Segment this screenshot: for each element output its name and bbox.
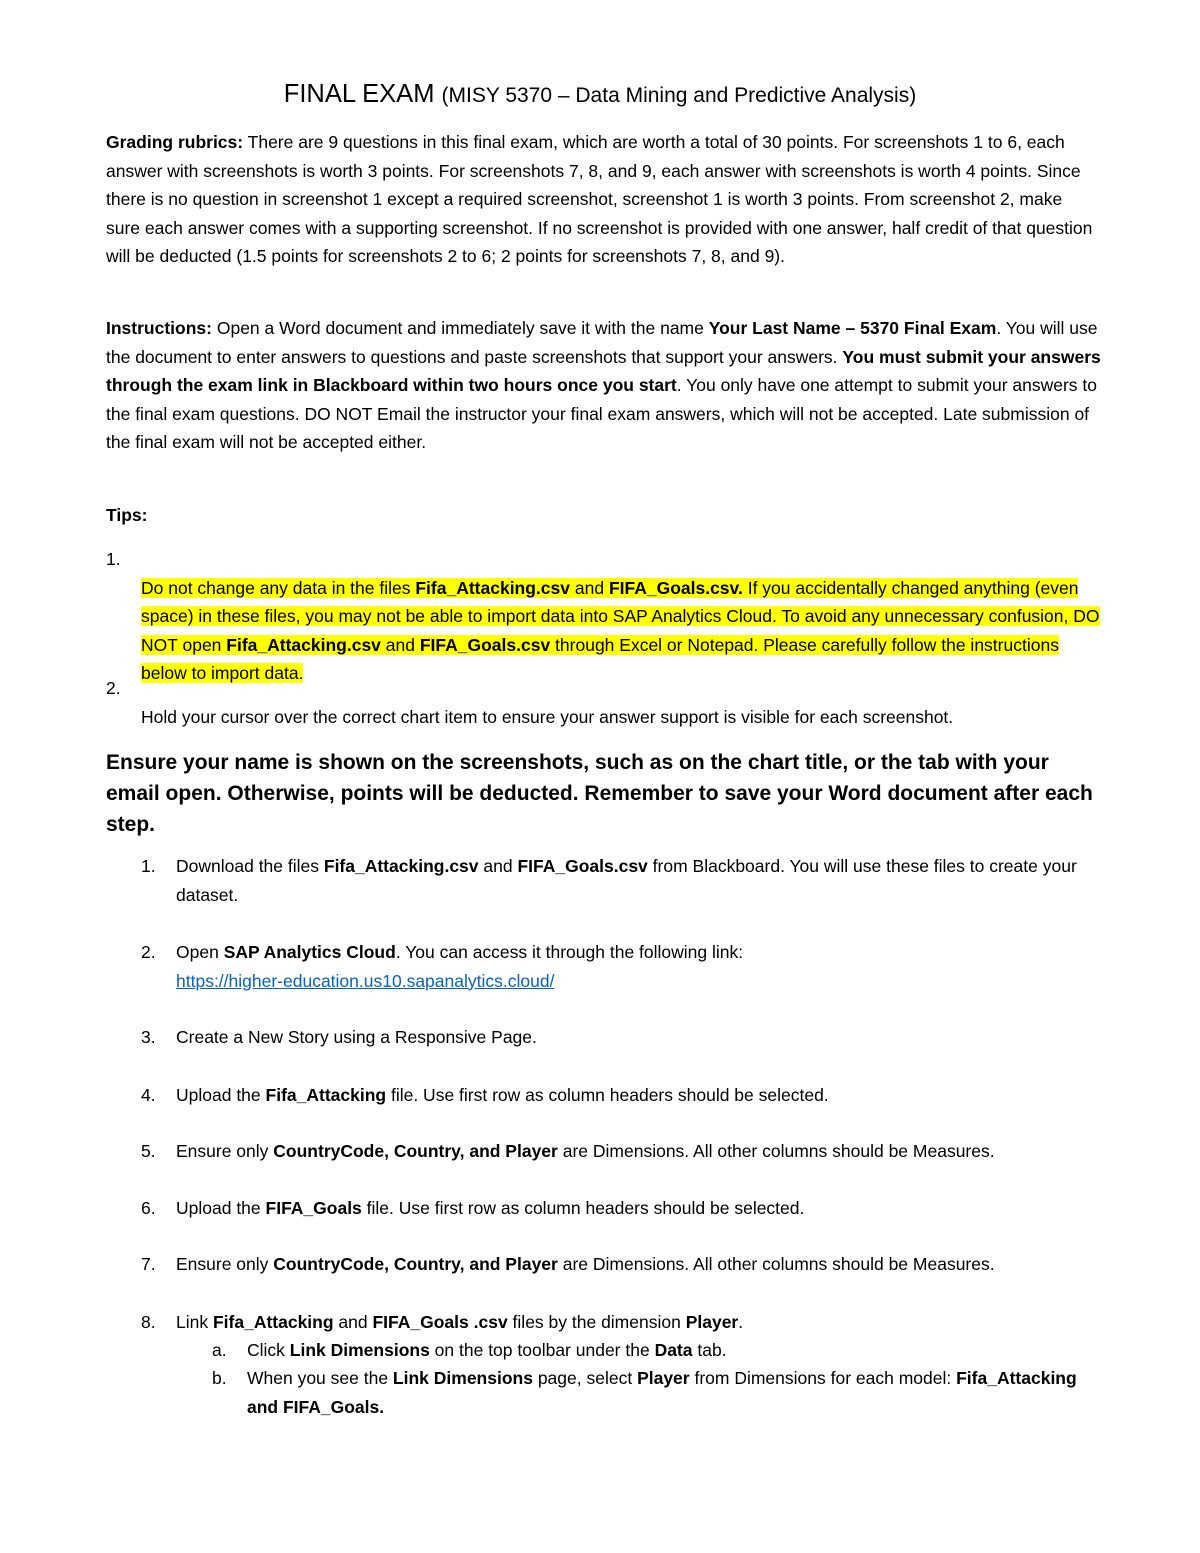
page-title [0, 78, 1200, 112]
step6-file: FIFA_Goals [265, 1198, 362, 1218]
step-item-2 [141, 938, 1101, 995]
substep-a-button: Link Dimensions [289, 1340, 430, 1360]
step-text [176, 1194, 1101, 1223]
substep-a-text-1: Click [247, 1340, 290, 1360]
substep-text [247, 1364, 1101, 1421]
step-item-1 [141, 852, 1101, 909]
step1-text-1: Download the files [176, 856, 324, 876]
step-item-6 [141, 1194, 1101, 1223]
step7-dimensions: CountryCode, Country, and Player [273, 1254, 558, 1274]
instructions-label: Instructions: [106, 318, 212, 338]
tip1-file-1: Fifa_Attacking.csv [415, 577, 570, 598]
substep-b-models: Fifa_Attacking and FIFA_Goals. [247, 1368, 1077, 1417]
tip1-file-2: FIFA_Goals.csv. [608, 577, 743, 598]
step7-text-1: Ensure only [176, 1254, 274, 1274]
step-number: 4. [141, 1085, 156, 1105]
step8-text-4: . [738, 1312, 744, 1332]
step-item-8 [141, 1308, 1101, 1337]
step5-text-2: are Dimensions. All other columns should be Measures. [557, 1141, 995, 1161]
tip1-text-1: Do not change any data in the files [141, 577, 416, 598]
substep-b-text-2: page, select [532, 1368, 638, 1388]
grading-rubrics-paragraph [106, 128, 1101, 271]
substep-b-page: Link Dimensions [392, 1368, 533, 1388]
substep-a-text-3: tab. [692, 1340, 727, 1360]
step4-text-2: file. Use first row as column headers should be selected. [386, 1085, 829, 1105]
step8-text-2: and [333, 1312, 373, 1332]
step-text [176, 1250, 1101, 1279]
title-subtitle: (MISY 5370 – Data Mining and Predictive Analysis) [441, 84, 917, 107]
step-item-3 [141, 1023, 1101, 1052]
step-text [176, 852, 1101, 909]
step-number: 2. [141, 942, 156, 962]
sap-analytics-cloud-link[interactable]: https://higher-education.us10.sapanalytics.cloud/ [176, 970, 555, 991]
step7-text-2: are Dimensions. All other columns should be Measures. [557, 1254, 995, 1274]
tip-item-2 [106, 674, 1101, 731]
instructions-filename: Your Last Name – 5370 Final Exam [708, 318, 997, 338]
step2-text-2: . You can access it through the following link: [395, 942, 744, 962]
step-text [176, 938, 1101, 995]
step-item-5 [141, 1137, 1101, 1166]
step-text [176, 1137, 1101, 1166]
step2-app-name: SAP Analytics Cloud [223, 942, 396, 962]
instructions-deadline: You must submit your answers through the exam link in Blackboard within two hours once you start [106, 346, 1101, 395]
tip-number: 2. [106, 678, 121, 698]
substep-a-tab: Data [654, 1340, 693, 1360]
step-item-7 [141, 1250, 1101, 1279]
instructions-text-3: . You only have one attempt to submit your answers to the final exam questions. DO NOT Email the instructor your final exam answers, which will not be accepted. Late submission of the final exam will not be accepted either. [106, 375, 1098, 452]
step4-text-1: Upload the [176, 1085, 266, 1105]
tip1-text-3: If you accidentally changed anything (even space) in these files, you may not be able to import data into SAP Analytics Cloud. To avoid any unnecessary confusion, DO NOT open [141, 577, 1100, 655]
step1-file-2: FIFA_Goals.csv [517, 856, 648, 876]
instructions-text-1: Open a Word document and immediately save it with the name [211, 318, 709, 338]
tip-text [141, 574, 1101, 688]
step8-dimension: Player [685, 1312, 739, 1332]
step-number: 8. [141, 1312, 156, 1332]
instructions-text-2: . You will use the document to enter answers to questions and paste screenshots that support your answers. [106, 318, 1098, 367]
tip-item-1 [106, 545, 1101, 688]
step8-text-1: Link [176, 1312, 213, 1332]
step8-file-1: Fifa_Attacking [212, 1312, 334, 1332]
tips-heading [106, 501, 1101, 530]
step-text [176, 1308, 1101, 1337]
step4-file: Fifa_Attacking [265, 1085, 387, 1105]
substep-text [247, 1336, 1101, 1365]
step6-text-2: file. Use first row as column headers should be selected. [361, 1198, 805, 1218]
substep-item-a [212, 1336, 1101, 1365]
step-number: 3. [141, 1027, 156, 1047]
substep-letter: b. [212, 1368, 227, 1388]
instructions-paragraph [106, 314, 1101, 457]
grading-rubrics-text: There are 9 questions in this final exam, which are worth a total of 30 points. For screenshots 1 to 6, each answer with screenshots is worth 3 points. For screenshots 7, 8, and 9, each answer with screenshots is worth 4 points. Since there is no question in screenshot 1 except a required screenshot, screenshot 1 is worth 3 points. From screenshot 2, make sure each answer comes with a supporting screenshot. If no screenshot is provided with one answer, half credit of that question will be deducted (1.5 points for screenshots 2 to 6; 2 points for screenshots 7, 8, and 9). [106, 132, 1093, 266]
grading-rubrics-label: Grading rubrics: [106, 132, 244, 152]
step5-text-1: Ensure only [176, 1141, 274, 1161]
tips-label: Tips: [106, 505, 148, 525]
step8-text-3: files by the dimension [507, 1312, 686, 1332]
step-number: 6. [141, 1198, 156, 1218]
substep-item-b [212, 1364, 1101, 1421]
step1-text-3: from Blackboard. You will use these files to create your dataset. [176, 856, 1077, 905]
screenshot-name-notice: Ensure your name is shown on the screenshots, such as on the chart title, or the tab with your email open. Otherwise, points will be deducted. Remember to save your Word document after each step. [106, 751, 1093, 836]
substep-b-text-3: from Dimensions for each model: [689, 1368, 957, 1388]
tip-number: 1. [106, 549, 121, 569]
step1-text-2: and [478, 856, 518, 876]
step8-file-2: FIFA_Goals .csv [372, 1312, 508, 1332]
title-main: FINAL EXAM [283, 80, 435, 108]
substep-b-dimension: Player [637, 1368, 690, 1388]
step5-dimensions: CountryCode, Country, and Player [273, 1141, 558, 1161]
tip-text: Hold your cursor over the correct chart item to ensure your answer support is visible for each screenshot. [141, 706, 954, 727]
step-number: 1. [141, 856, 156, 876]
step6-text-1: Upload the [176, 1198, 266, 1218]
substep-a-text-2: on the top toolbar under the [429, 1340, 655, 1360]
tip1-text-2: and [570, 577, 609, 598]
substep-b-text-1: When you see the [247, 1368, 393, 1388]
tip1-file-4: FIFA_Goals.csv [419, 634, 551, 655]
step-number: 5. [141, 1141, 156, 1161]
step-item-4 [141, 1081, 1101, 1110]
step-text [176, 1081, 1101, 1110]
step-text: Create a New Story using a Responsive Page. [176, 1027, 537, 1047]
tip1-text-5: through Excel or Notepad. Please carefully follow the instructions below to import data. [141, 634, 1059, 683]
tip1-text-4: and [380, 634, 420, 655]
substep-letter: a. [212, 1340, 227, 1360]
step1-file-1: Fifa_Attacking.csv [323, 856, 479, 876]
step2-text-1: Open [176, 942, 224, 962]
step-number: 7. [141, 1254, 156, 1274]
tip1-file-3: Fifa_Attacking.csv [226, 634, 381, 655]
